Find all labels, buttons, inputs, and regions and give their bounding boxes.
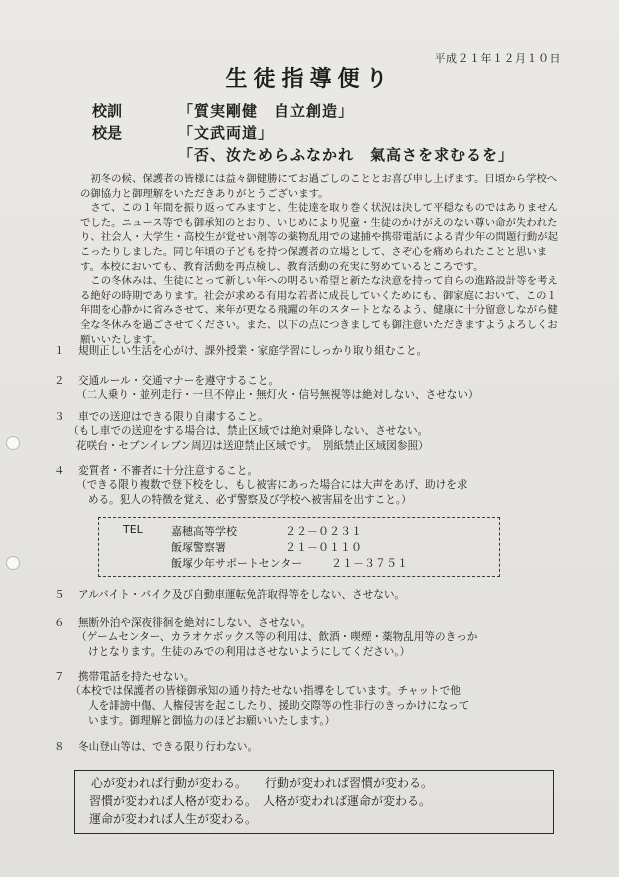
page-title: 生徒指導便り xyxy=(225,67,394,92)
contact-name: 飯塚少年サポートセンター xyxy=(171,557,303,570)
rule-number: ４ xyxy=(54,465,65,477)
rule-heading: 規則正しい生活を心がけ、課外授業・家庭学習にしっかり取り組むこと。 xyxy=(78,345,428,357)
intro-paragraph-1: 初冬の候、保護者の皆様には益々御健勝にてお過ごしのこととお喜び申し上げます。日頃から学校への御協力と御理解をいただきありがとうございます。 xyxy=(80,173,558,200)
contact-number: ２１－０１１０ xyxy=(285,541,362,554)
tel-label: TEL xyxy=(123,523,143,536)
motto-value-koze-2: 「否、汝ためらふなかれ 氣高さを求むるを」 xyxy=(178,146,515,164)
rule-number: ８ xyxy=(54,741,65,753)
rule-detail: けとなります。生徒のみでの利用はさせないようにしてください。） xyxy=(88,646,411,658)
rule-detail: （できる限り複数で登下校をし、もし被害にあった場合には大声をあげ、助けを求 xyxy=(76,479,468,491)
rule-number: ６ xyxy=(54,617,65,629)
motto-value-kokun: 「質実剛健 自立創造」 xyxy=(178,102,355,120)
rule-detail: （ゲームセンター、カラオケボックス等の利用は、飲酒・喫煙・薬物乱用等のきっか xyxy=(76,631,478,643)
issue-date: 平成２１年１２月１０日 xyxy=(434,52,561,65)
contact-name: 飯塚警察署 xyxy=(171,541,226,554)
rule-heading: 無断外泊や深夜徘徊を絶対にしない、させない。 xyxy=(78,617,312,629)
intro-paragraph-2: さて、この１年間を振り返ってみますと、生徒達を取り巻く状況は決して平穏なものではありませんでした。ニュース等でも御承知のとおり、いじめにより児童・生徒のかけがえのない尊い命が失われたり、社会人・大学生・高校生が覚せい剤等の薬物乱用での逮捕や携帯電話による青少年の問題行動が起こったりしました。同じ年頃の子どもを持つ保護者の立場として、さぞ心を痛められたことと思います。本校においても、教育活動を再点検し、教育活動の充実に努めているところです。 xyxy=(80,202,558,273)
slogan-line: 運命が変われば人生が変わる。 xyxy=(89,812,258,826)
rule-detail: （本校では保護者の皆様御承知の通り持たせない指導をしています。チャットで他 xyxy=(70,685,461,697)
contact-number: ２２－０２３１ xyxy=(285,525,362,538)
slogan-line: 心が変われば行動が変わる。 行動が変われば習慣が変わる。 xyxy=(91,776,434,790)
rule-number: ５ xyxy=(54,589,65,601)
rule-heading: 交通ルール・交通マナーを遵守すること。 xyxy=(78,375,280,387)
rule-number: １ xyxy=(54,345,65,357)
contact-box xyxy=(98,517,500,577)
school-motto xyxy=(92,100,514,166)
motto-value-koze: 「文武両道」 xyxy=(178,124,275,142)
intro-text xyxy=(80,172,558,347)
rule-heading: アルバイト・バイク及び自動車運転免許取得等をしない、させない。 xyxy=(78,589,406,601)
rule-detail: （もし車での送迎をする場合は、禁止区域では絶対乗降しない、させない。 xyxy=(68,425,429,437)
motto-label-kokun: 校訓 xyxy=(92,102,123,120)
punch-hole-bottom xyxy=(6,556,20,570)
rule-heading: 車での送迎はできる限り自粛すること。 xyxy=(78,411,269,423)
rule-detail: 人を誹謗中傷、人権侵害を起こしたり、援助交際等の性非行のきっかけになって xyxy=(88,700,470,712)
contact-number: ２１－３７５１ xyxy=(331,557,408,570)
rule-number: ３ xyxy=(54,411,65,423)
slogan-box xyxy=(74,770,554,834)
rule-number: ７ xyxy=(54,671,65,683)
punch-hole-top xyxy=(6,436,20,450)
rule-detail: （二人乗り・並列走行・一旦不停止・無灯火・信号無視等は絶対しない、させない） xyxy=(76,389,479,401)
rule-number: ２ xyxy=(54,375,65,387)
rule-detail: める。犯人の特徴を覚え、必ず警察及び学校へ被害届を出すこと。） xyxy=(88,494,412,506)
rule-detail: います。御理解と御協力のほどお願いいたします。） xyxy=(88,715,336,727)
slogan-line: 習慣が変われば人格が変わる。 人格が変われば運命が変わる。 xyxy=(89,794,432,808)
rule-heading: 携帯電話を持たせない。 xyxy=(78,671,195,683)
rule-heading: 変質者・不審者に十分注意すること。 xyxy=(78,465,259,477)
rule-heading: 冬山登山等は、できる限り行わない。 xyxy=(78,741,259,753)
rule-detail: 花咲台・セブンイレブン周辺は送迎禁止区域です。 別紙禁止区域図参照） xyxy=(76,440,429,452)
contact-name: 嘉穂高等学校 xyxy=(171,525,237,538)
motto-label-koze: 校是 xyxy=(92,124,123,142)
intro-paragraph-3: この冬休みは、生徒にとって新しい年への明るい希望と新たな決意を持って自らの進路設計等を考える絶好の時期であります。社会が求める有用な若者に成長していくためにも、御家庭において、この１年間を心静かに省みさせて、来年が更なる飛躍の年のスタートとなるよう、健康に十分留意しながら健全な冬休みを過ごさせてください。また、以下の点につきましても御注意いただきますようよろしくお願いいたします。 xyxy=(80,275,558,346)
